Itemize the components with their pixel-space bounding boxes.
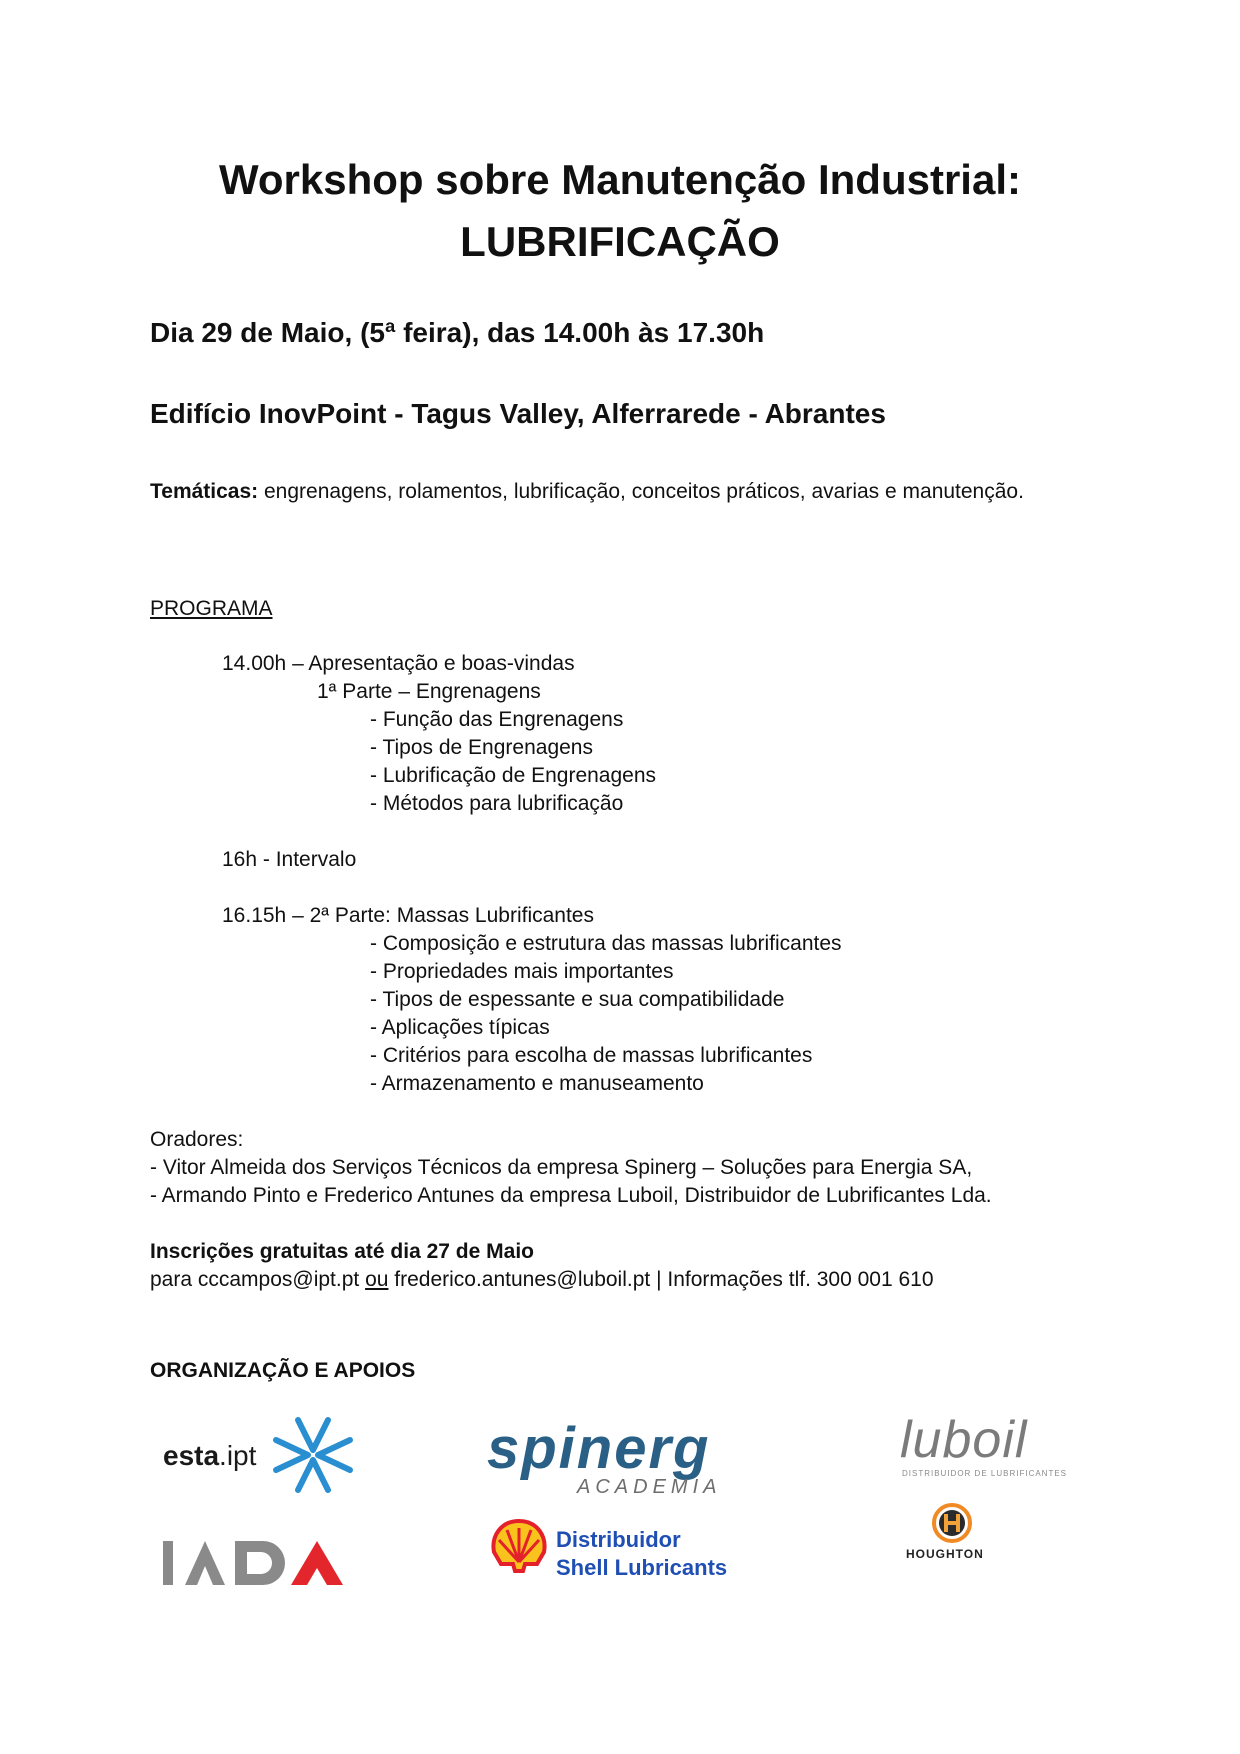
tematicas-label: Temáticas: xyxy=(150,480,259,503)
houghton-emblem-icon xyxy=(930,1502,974,1544)
esta-ipt-star-icon xyxy=(268,1410,358,1500)
spinerg-logo-subtitle: ACADEMIA xyxy=(577,1476,722,1498)
programa-item: - Lubrificação de Engrenagens xyxy=(370,764,657,787)
houghton-logo-text: HOUGHTON xyxy=(906,1547,984,1561)
organizacao-heading: ORGANIZAÇÃO E APOIOS xyxy=(150,1359,416,1382)
oradores-heading: Oradores: xyxy=(150,1128,244,1151)
esta-ipt-logo-text xyxy=(163,1440,256,1472)
event-date: Dia 29 de Maio, (5ª feira), das 14.00h às 17.30h xyxy=(150,317,765,348)
programa-item: 14.00h – Apresentação e boas-vindas xyxy=(222,652,575,675)
shell-logo-text xyxy=(556,1526,727,1582)
luboil-logo-text: luboil xyxy=(900,1411,1028,1469)
tematicas-paragraph xyxy=(150,478,1078,506)
programa-item: 16.15h – 2ª Parte: Massas Lubrificantes xyxy=(222,904,594,927)
programa-item: - Aplicações típicas xyxy=(370,1016,550,1039)
programa-item: - Armazenamento e manuseamento xyxy=(370,1072,704,1095)
programa-item: - Métodos para lubrificação xyxy=(370,792,624,815)
shell-pecten-icon xyxy=(489,1518,549,1574)
programa-item: - Função das Engrenagens xyxy=(370,708,624,731)
programa-item: - Critérios para escolha de massas lubrificantes xyxy=(370,1044,813,1067)
inscricoes-or: ou xyxy=(365,1268,389,1291)
programa-item: - Propriedades mais importantes xyxy=(370,960,674,983)
programa-item: 1ª Parte – Engrenagens xyxy=(317,680,541,703)
luboil-logo-subtitle: DISTRIBUIDOR DE LUBRIFICANTES xyxy=(902,1469,1068,1478)
programa-item: - Tipos de espessante e sua compatibilidade xyxy=(370,988,785,1011)
shell-logo-line-2: Shell Lubricants xyxy=(556,1555,728,1580)
shell-logo-line-1: Distribuidor xyxy=(556,1527,681,1552)
programa-item: 16h - Intervalo xyxy=(222,848,357,871)
esta-logo-bold: esta xyxy=(163,1440,220,1471)
programa-item: - Tipos de Engrenagens xyxy=(370,736,593,759)
page-title-line-2: LUBRIFICAÇÃO xyxy=(460,218,780,265)
inscricoes-prefix: para cccampos@ipt.pt xyxy=(150,1268,366,1291)
page-title-line-1: Workshop sobre Manutenção Industrial: xyxy=(219,156,1021,203)
spinerg-logo-text: spinerg xyxy=(487,1416,711,1481)
inscricoes-suffix: frederico.antunes@luboil.pt | Informações tlf. 300 001 610 xyxy=(388,1268,934,1291)
programa-item: - Composição e estrutura das massas lubrificantes xyxy=(370,932,842,955)
programa-heading: PROGRAMA xyxy=(150,597,273,620)
orador-item: - Armando Pinto e Frederico Antunes da empresa Luboil, Distribuidor de Lubrificantes Lda. xyxy=(150,1184,992,1207)
inscricoes-heading: Inscrições gratuitas até dia 27 de Maio xyxy=(150,1240,534,1263)
tematicas-text: engrenagens, rolamentos, lubrificação, conceitos práticos, avarias e manutenção. xyxy=(258,480,1024,503)
event-venue: Edifício InovPoint - Tagus Valley, Alferrarede - Abrantes xyxy=(150,398,886,429)
orador-item: - Vitor Almeida dos Serviços Técnicos da empresa Spinerg – Soluções para Energia SA, xyxy=(150,1156,973,1179)
iada-logo xyxy=(163,1538,351,1588)
esta-logo-rest: .ipt xyxy=(219,1440,257,1471)
inscricoes-contact xyxy=(150,1266,934,1294)
